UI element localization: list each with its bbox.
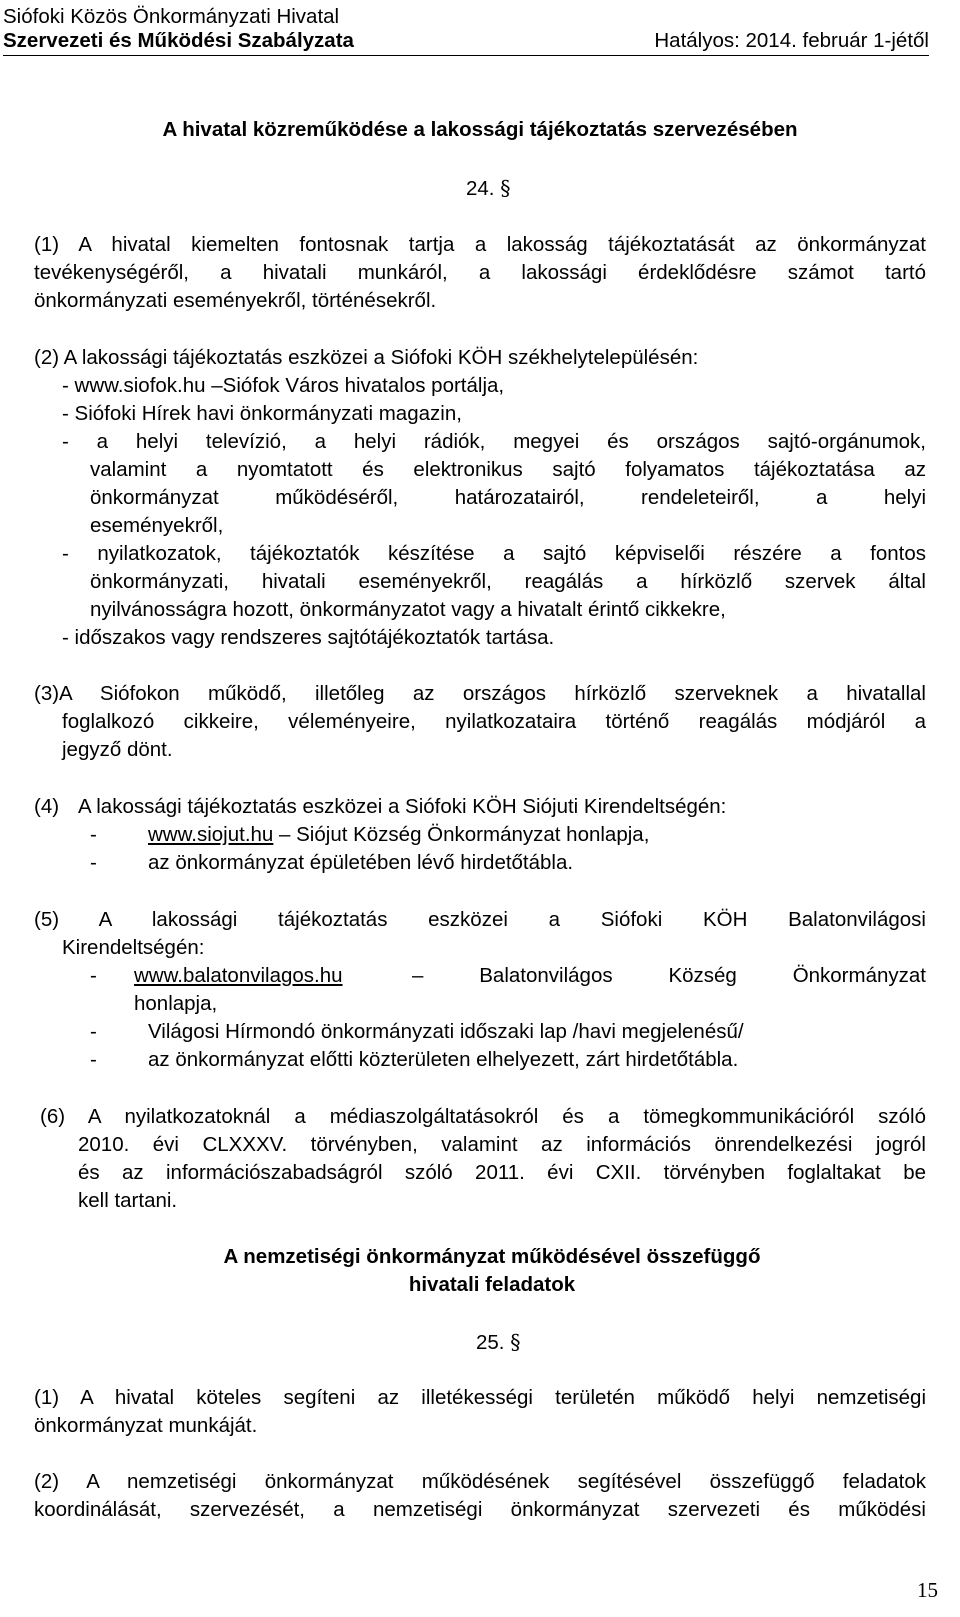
s24-p5-item-1-dash: - bbox=[90, 964, 97, 987]
header-rule bbox=[3, 55, 929, 56]
siojut-link[interactable]: www.siojut.hu bbox=[148, 823, 274, 846]
balatonvilagos-link[interactable] bbox=[134, 964, 343, 988]
s24-p3-line-1: (3)A Siófokon működő, illetőleg az országos hírközlő szerveknek a hivatallal bbox=[34, 682, 926, 705]
s24-p1-line-3: önkormányzati eseményekről, történésekről. bbox=[34, 289, 437, 312]
section-25-title-line-1: A nemzetiségi önkormányzat működésével összefüggő bbox=[223, 1245, 761, 1268]
s24-p5-item-2: Világosi Hírmondó önkormányzati időszaki lap /havi megjelenésű/ bbox=[148, 1020, 744, 1043]
s24-p4-number: (4) bbox=[34, 795, 60, 818]
s24-p2-item-1: - www.siofok.hu –Siófok Város hivatalos portálja, bbox=[62, 374, 505, 397]
s24-p2-item-3-line-3: önkormányzat működéséről, határozatairól, rendeleteiről, a helyi bbox=[90, 486, 926, 509]
s24-p4-item-2-dash: - bbox=[90, 851, 97, 874]
s24-p6-line-3: és az információszabadságról szóló 2011. évi CXII. törvényben foglaltakat be bbox=[78, 1161, 926, 1184]
s24-p1-line-2: tevékenységéről, a hivatali munkáról, a lakossági érdeklődésre számot tartó bbox=[34, 261, 926, 284]
s25-p2-line-1: (2) A nemzetiségi önkormányzat működésének segítésével összefüggő feladatok bbox=[34, 1470, 926, 1493]
s24-p2-item-4-line-2: önkormányzati, hivatali eseményekről, reagálás a hírközlő szervek által bbox=[90, 570, 926, 593]
section-number-text: 24. bbox=[466, 177, 495, 200]
s24-p6-line-1: (6) A nyilatkozatoknál a médiaszolgáltatásokról és a tömegkommunikációról szóló bbox=[40, 1105, 926, 1128]
s24-p2-item-4-line-1: - nyilatkozatok, tájékoztatók készítése a sajtó képviselői részére a fontos bbox=[62, 542, 926, 565]
s24-p3-line-3: jegyző dönt. bbox=[62, 738, 173, 761]
s25-p1-line-2: önkormányzat munkáját. bbox=[34, 1414, 258, 1437]
s24-p5-item-1-cont: honlapja, bbox=[134, 992, 218, 1015]
section-25-number bbox=[476, 1330, 520, 1355]
s24-p5-item-3: az önkormányzat előtti közterületen elhelyezett, zárt hirdetőtábla. bbox=[148, 1048, 739, 1071]
section-sign: § bbox=[500, 176, 511, 200]
balatonvilagos-link-text[interactable]: www.balatonvilagos.hu bbox=[134, 964, 343, 987]
section-24-title: A hivatal közreműködése a lakossági tájékoztatás szervezésében bbox=[162, 118, 798, 141]
s24-p4-item-1-text: – Siójut Község Önkormányzat honlapja, bbox=[273, 823, 650, 846]
s24-p5-item-3-dash: - bbox=[90, 1048, 97, 1071]
s24-p3-line-2: foglalkozó cikkeire, véleményeire, nyilatkozataira történő reagálás módjáról a bbox=[62, 710, 926, 733]
header-org: Siófoki Közös Önkormányzati Hivatal bbox=[3, 5, 340, 28]
s24-p2-intro: (2) A lakossági tájékoztatás eszközei a Siófoki KÖH székhelytelepülésén: bbox=[34, 346, 699, 369]
s24-p6-line-4: kell tartani. bbox=[78, 1189, 178, 1212]
s24-p2-item-5: - időszakos vagy rendszeres sajtótájékoztatók tartása. bbox=[62, 626, 555, 649]
section-25-title-line-2: hivatali feladatok bbox=[408, 1273, 576, 1296]
section-sign: § bbox=[510, 1330, 521, 1354]
s24-p4-item-1 bbox=[148, 823, 649, 847]
s24-p4-intro: A lakossági tájékoztatás eszközei a Siófoki KÖH Siójuti Kirendeltségén: bbox=[78, 795, 727, 818]
s24-p2-item-4-line-3: nyilvánosságra hozott, önkormányzatot vagy a hivatalt érintő cikkekre, bbox=[90, 598, 726, 621]
s24-p5-line-2: Kirendeltségén: bbox=[62, 936, 205, 959]
s24-p1-line-1: (1) A hivatal kiemelten fontosnak tartja a lakosság tájékoztatását az önkormányzat bbox=[34, 233, 926, 256]
s24-p5-item-1-text: – Balatonvilágos Község Önkormányzat bbox=[412, 964, 926, 987]
s24-p2-item-2: - Siófoki Hírek havi önkormányzati magazin, bbox=[62, 402, 462, 425]
s24-p2-item-3-line-4: eseményekről, bbox=[90, 514, 224, 537]
s25-p1-line-1: (1) A hivatal köteles segíteni az illetékességi területén működő helyi nemzetiségi bbox=[34, 1386, 926, 1409]
s24-p4-item-2: az önkormányzat épületében lévő hirdetőtábla. bbox=[148, 851, 574, 874]
s24-p2-item-3-line-1: - a helyi televízió, a helyi rádiók, megyei és országos sajtó-orgánumok, bbox=[62, 430, 926, 453]
s24-p5-line-1: (5) A lakossági tájékoztatás eszközei a Siófoki KÖH Balatonvilágosi bbox=[34, 908, 926, 931]
header-effective-date: Hatályos: 2014. február 1-jétől bbox=[654, 29, 929, 52]
s25-p2-line-2: koordinálását, szervezését, a nemzetiségi önkormányzat szervezeti és működési bbox=[34, 1498, 926, 1521]
s24-p6-line-2: 2010. évi CLXXXV. törvényben, valamint az információs önrendelkezési jogról bbox=[78, 1133, 926, 1156]
header-doc-title: Szervezeti és Működési Szabályzata bbox=[3, 29, 354, 52]
s24-p5-item-2-dash: - bbox=[90, 1020, 97, 1043]
s24-p4-item-1-dash: - bbox=[90, 823, 97, 846]
section-24-number bbox=[466, 176, 510, 201]
s24-p2-item-3-line-2: valamint a nyomtatott és elektronikus sajtó folyamatos tájékoztatása az bbox=[90, 458, 926, 481]
page-number: 15 bbox=[917, 1578, 938, 1602]
section-number-text: 25. bbox=[476, 1331, 505, 1354]
